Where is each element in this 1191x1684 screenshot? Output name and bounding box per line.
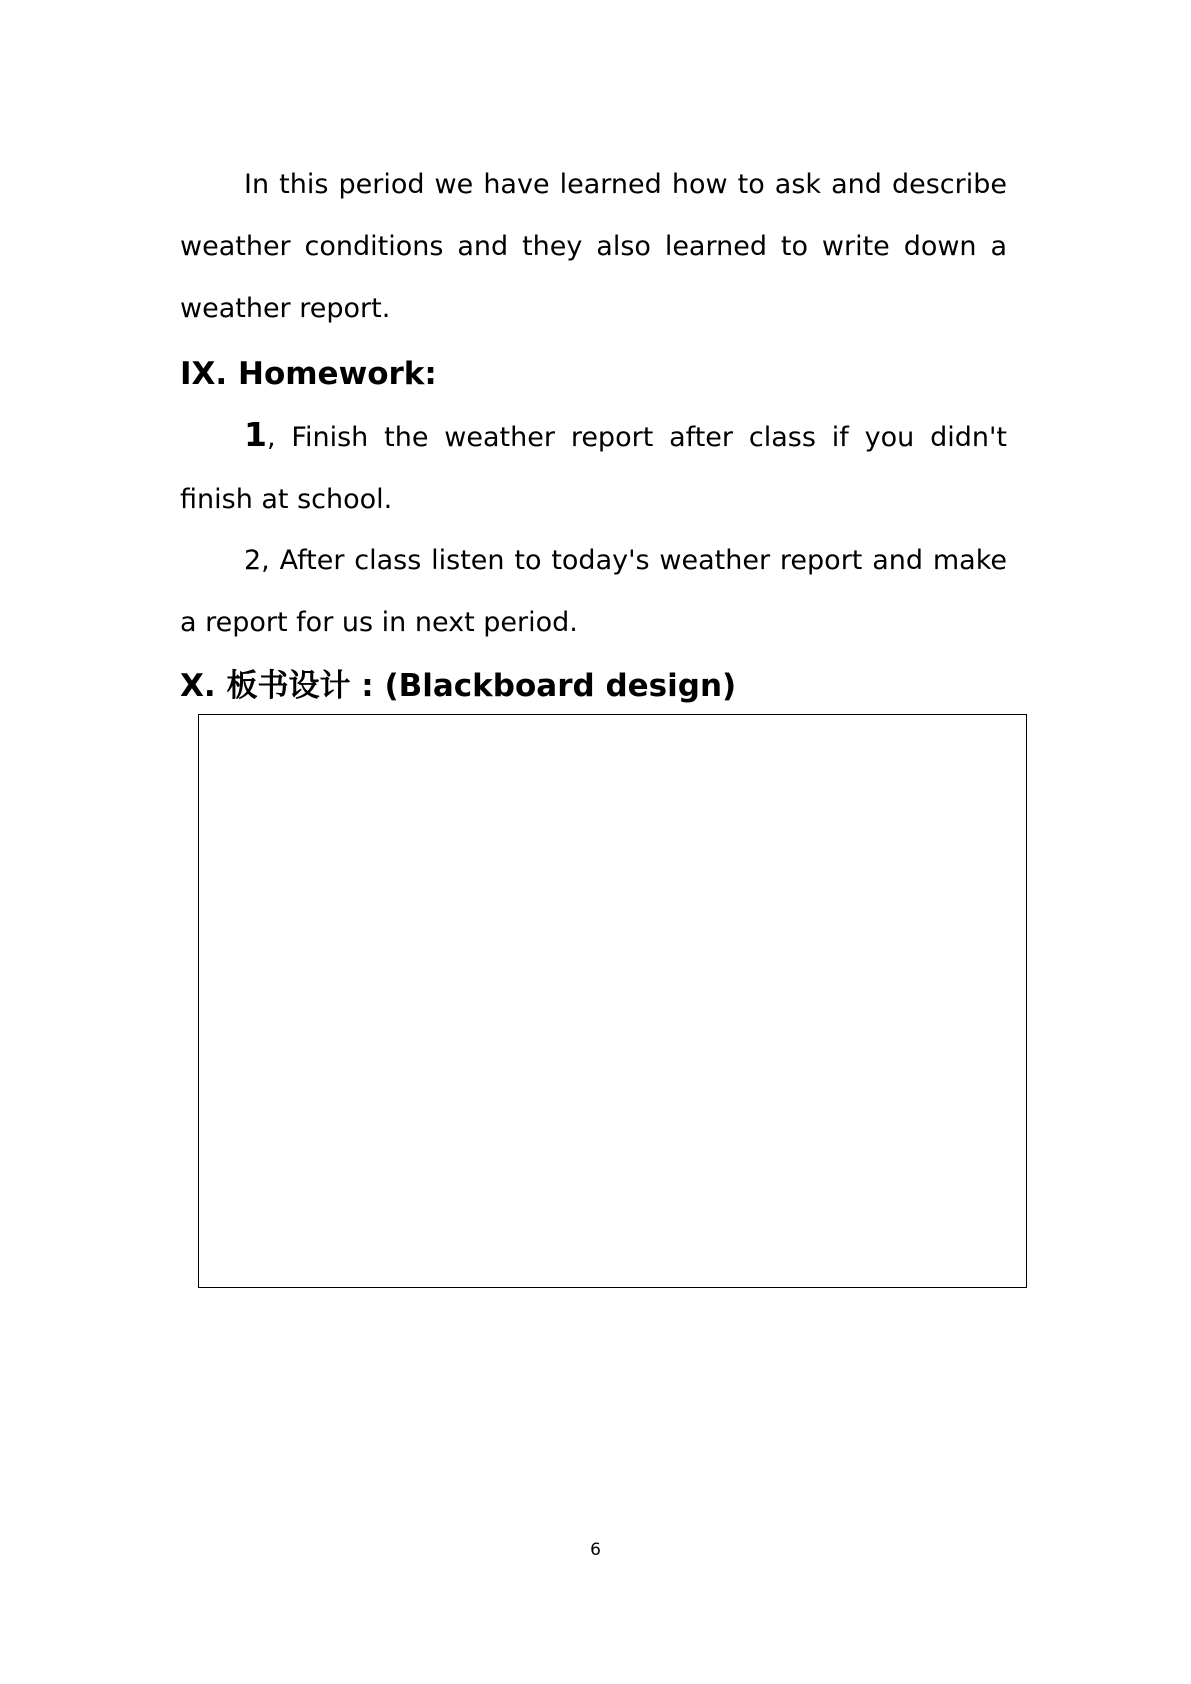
homework-item-2: 2, After class listen to today's weather report and make a report for us in next period. bbox=[180, 545, 1007, 638]
homework-heading: IX. Homework: bbox=[180, 356, 437, 392]
homework-item-1 bbox=[180, 404, 1007, 531]
page-number: 6 bbox=[590, 1540, 601, 1560]
homework-item-1-number: 1 bbox=[244, 415, 267, 454]
summary-paragraph: In this period we have learned how to ask and describe weather conditions and they also learned to write down a weather report. bbox=[180, 169, 1007, 324]
blackboard-design-box bbox=[198, 714, 1027, 1288]
blackboard-heading: X. 板书设计 : (Blackboard design) bbox=[180, 668, 737, 704]
homework-item-1-text: , Finish the weather report after class if you didn't finish at school. bbox=[180, 422, 1007, 515]
